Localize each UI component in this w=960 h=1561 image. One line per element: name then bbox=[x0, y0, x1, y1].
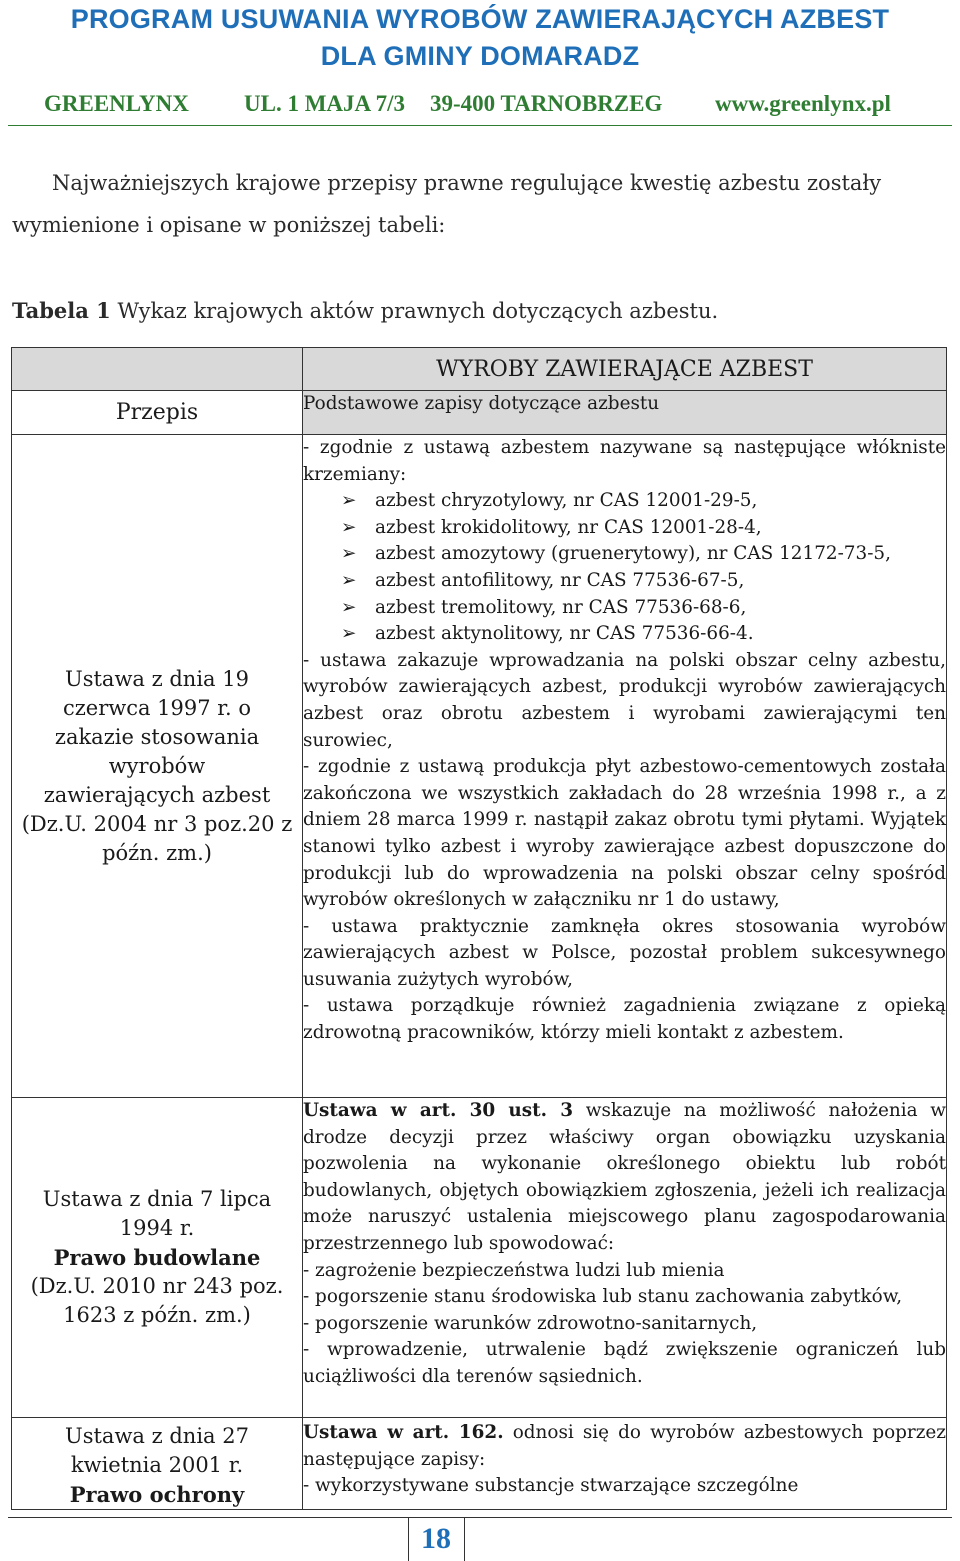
header-divider bbox=[8, 125, 952, 126]
row3-przepis bbox=[12, 1418, 303, 1510]
row1-paragraph: - ustawa porządkuje również zagadnienia związane z opieką zdrowotną pracowników, którzy mieli kontakt z azbestem. bbox=[303, 995, 946, 1044]
row2-przepis bbox=[12, 1098, 303, 1418]
arrowhead-bullet-icon: ➢ bbox=[341, 490, 357, 512]
intro-line-1: Najważniejszych krajowe przepisy prawne regulujące kwestię azbestu zostały bbox=[52, 171, 882, 195]
table-row bbox=[12, 1418, 947, 1510]
row2-item: - wprowadzenie, utrwalenie bądź zwiększenie ograniczeń lub uciążliwości dla terenów sąsiednich. bbox=[303, 1339, 946, 1387]
row2-lead-bold: Ustawa w art. 30 ust. 3 bbox=[303, 1100, 574, 1121]
row2-item: - pogorszenie warunków zdrowotno-sanitarnych, bbox=[303, 1312, 758, 1334]
row1-przepis-line: zawierających azbest bbox=[43, 782, 271, 807]
row3-przepis-line: Ustawa z dnia 27 bbox=[65, 1424, 249, 1448]
list-item bbox=[341, 595, 946, 622]
row1-paragraph: - ustawa praktycznie zamknęła okres stosowania wyrobów zawierających azbest w Polsce, pozostał problem sukcesywnego usuwania zużytych wyrobów, bbox=[303, 915, 946, 990]
column-header-zapisy: Podstawowe zapisy dotyczące azbestu bbox=[303, 391, 947, 435]
row2-item: - pogorszenie stanu środowiska lub stanu zachowania zabytków, bbox=[303, 1286, 903, 1308]
company-city: 39-400 TARNOBRZEG bbox=[430, 91, 663, 116]
legal-acts-table bbox=[11, 347, 947, 1510]
table-top-header-spacer bbox=[12, 348, 303, 391]
arrowhead-bullet-icon: ➢ bbox=[341, 596, 357, 618]
row3-item: - wykorzystywane substancje stwarzające szczególne bbox=[303, 1475, 799, 1497]
row1-intro: - zgodnie z ustawą azbestem nazywane są następujące włókniste krzemiany: bbox=[303, 437, 946, 485]
row1-zapisy bbox=[303, 435, 947, 1098]
list-item-text: azbest aktynolitowy, nr CAS 77536-66-4. bbox=[375, 623, 754, 645]
row2-lead bbox=[303, 1098, 946, 1258]
row1-przepis-line: zakazie stosowania bbox=[54, 724, 260, 749]
row2-lead-text: wskazuje na możliwość nałożenia w drodze decyzji przez właściwy organ obowiązku uzyskania pozwolenia na wykonanie określonego obiektu lub robót budowlanych, objętych obowiązkiem zgłoszenia, jeżeli ich realizacja może naruszyć ustalenia miejscowego planu zagospodarowania przestrzennego lub spowodować: bbox=[303, 1100, 946, 1254]
list-item-text: azbest amozytowy (gruenerytowy), nr CAS 12172-73-5, bbox=[375, 543, 891, 565]
list-item bbox=[341, 488, 946, 515]
list-item bbox=[341, 541, 946, 568]
table-row bbox=[12, 435, 947, 1098]
company-website[interactable]: www.greenlynx.pl bbox=[715, 91, 891, 116]
table-caption bbox=[12, 298, 718, 323]
row2-zapisy bbox=[303, 1098, 947, 1418]
row2-przepis-line: 1623 z późn. zm.) bbox=[63, 1303, 251, 1327]
row1-przepis-line: czerwca 1997 r. o bbox=[62, 695, 252, 720]
row1-przepis-line: późn. zm.) bbox=[102, 840, 212, 865]
row1-przepis-line: Ustawa z dnia 19 bbox=[65, 666, 249, 691]
document-title-line2: DLA GMINY DOMARADZ bbox=[320, 41, 640, 71]
row2-przepis-line: 1994 r. bbox=[119, 1216, 195, 1240]
asbestos-types-list bbox=[303, 488, 946, 648]
page-number-frame-right bbox=[464, 1518, 465, 1561]
table-caption-text: Wykaz krajowych aktów prawnych dotyczących azbestu. bbox=[117, 299, 719, 323]
row2-przepis-line: Ustawa z dnia 7 lipca bbox=[42, 1187, 272, 1211]
row3-przepis-line: kwietnia 2001 r. bbox=[70, 1453, 244, 1477]
row2-przepis-line: (Dz.U. 2010 nr 243 poz. bbox=[30, 1274, 284, 1298]
company-street: UL. 1 MAJA 7/3 bbox=[244, 91, 405, 116]
row1-paragraph: - ustawa zakazuje wprowadzania na polski obszar celny azbestu, wyrobów zawierających azbest, produkcji wyrobów zawierających azbest oraz obrotu azbestem i wyrobami zawierającymi ten surowiec, bbox=[303, 649, 946, 751]
list-item bbox=[341, 621, 946, 648]
row3-przepis-title: Prawo ochrony bbox=[69, 1482, 245, 1507]
row3-lead-bold: Ustawa w art. 162. bbox=[303, 1422, 504, 1443]
list-item bbox=[341, 568, 946, 595]
row1-przepis bbox=[12, 435, 303, 1098]
intro-paragraph bbox=[12, 162, 952, 246]
list-item-text: azbest chryzotylowy, nr CAS 12001-29-5, bbox=[375, 490, 758, 512]
document-title-line1: PROGRAM USUWANIA WYROBÓW ZAWIERAJĄCYCH AZBEST bbox=[70, 4, 890, 34]
list-item-text: azbest tremolitowy, nr CAS 77536-68-6, bbox=[375, 596, 747, 618]
table-row bbox=[12, 1098, 947, 1418]
row2-item: - zagrożenie bezpieczeństwa ludzi lub mienia bbox=[303, 1259, 725, 1281]
row2-przepis-title: Prawo budowlane bbox=[53, 1245, 261, 1270]
row3-lead bbox=[303, 1420, 946, 1473]
row1-paragraph: - zgodnie z ustawą produkcja płyt azbestowo-cementowych została zakończona we wszystkich zakładach do 28 września 1998 r., a z dniem 28 marca 1999 r. nastąpił zakaz obrotu tymi płytami. Wyjątek stanowi tylko azbest i wyroby zawierające azbest dopuszczone do produkcji lub do wprowadzenia na polski obszar celny spośród wyrobów określonych w załączniku nr 1 do ustawy, bbox=[303, 756, 946, 911]
company-name: GREENLYNX bbox=[44, 91, 189, 116]
arrowhead-bullet-icon: ➢ bbox=[341, 516, 357, 538]
page-number: 18 bbox=[421, 1522, 451, 1555]
list-item-text: azbest antofilitowy, nr CAS 77536-67-5, bbox=[375, 569, 745, 591]
list-item bbox=[341, 515, 946, 542]
table-caption-label: Tabela 1 bbox=[12, 298, 111, 323]
arrowhead-bullet-icon: ➢ bbox=[341, 569, 357, 591]
row3-lead-text: odnosi się do wyrobów azbestowych poprzez następujące zapisy: bbox=[303, 1422, 946, 1470]
row1-przepis-line: wyrobów bbox=[108, 753, 206, 778]
intro-line-2: wymienione i opisane w poniższej tabeli: bbox=[12, 213, 446, 237]
arrowhead-bullet-icon: ➢ bbox=[341, 623, 357, 645]
footer-divider bbox=[8, 1517, 952, 1518]
row3-zapisy bbox=[303, 1418, 947, 1510]
table-top-header: WYROBY ZAWIERAJĄCE AZBEST bbox=[303, 348, 947, 391]
column-header-przepis: Przepis bbox=[12, 391, 303, 435]
header-contact bbox=[44, 91, 960, 117]
arrowhead-bullet-icon: ➢ bbox=[341, 543, 357, 565]
row1-przepis-line: (Dz.U. 2004 nr 3 poz.20 z bbox=[21, 811, 293, 836]
list-item-text: azbest krokidolitowy, nr CAS 12001-28-4, bbox=[375, 516, 762, 538]
